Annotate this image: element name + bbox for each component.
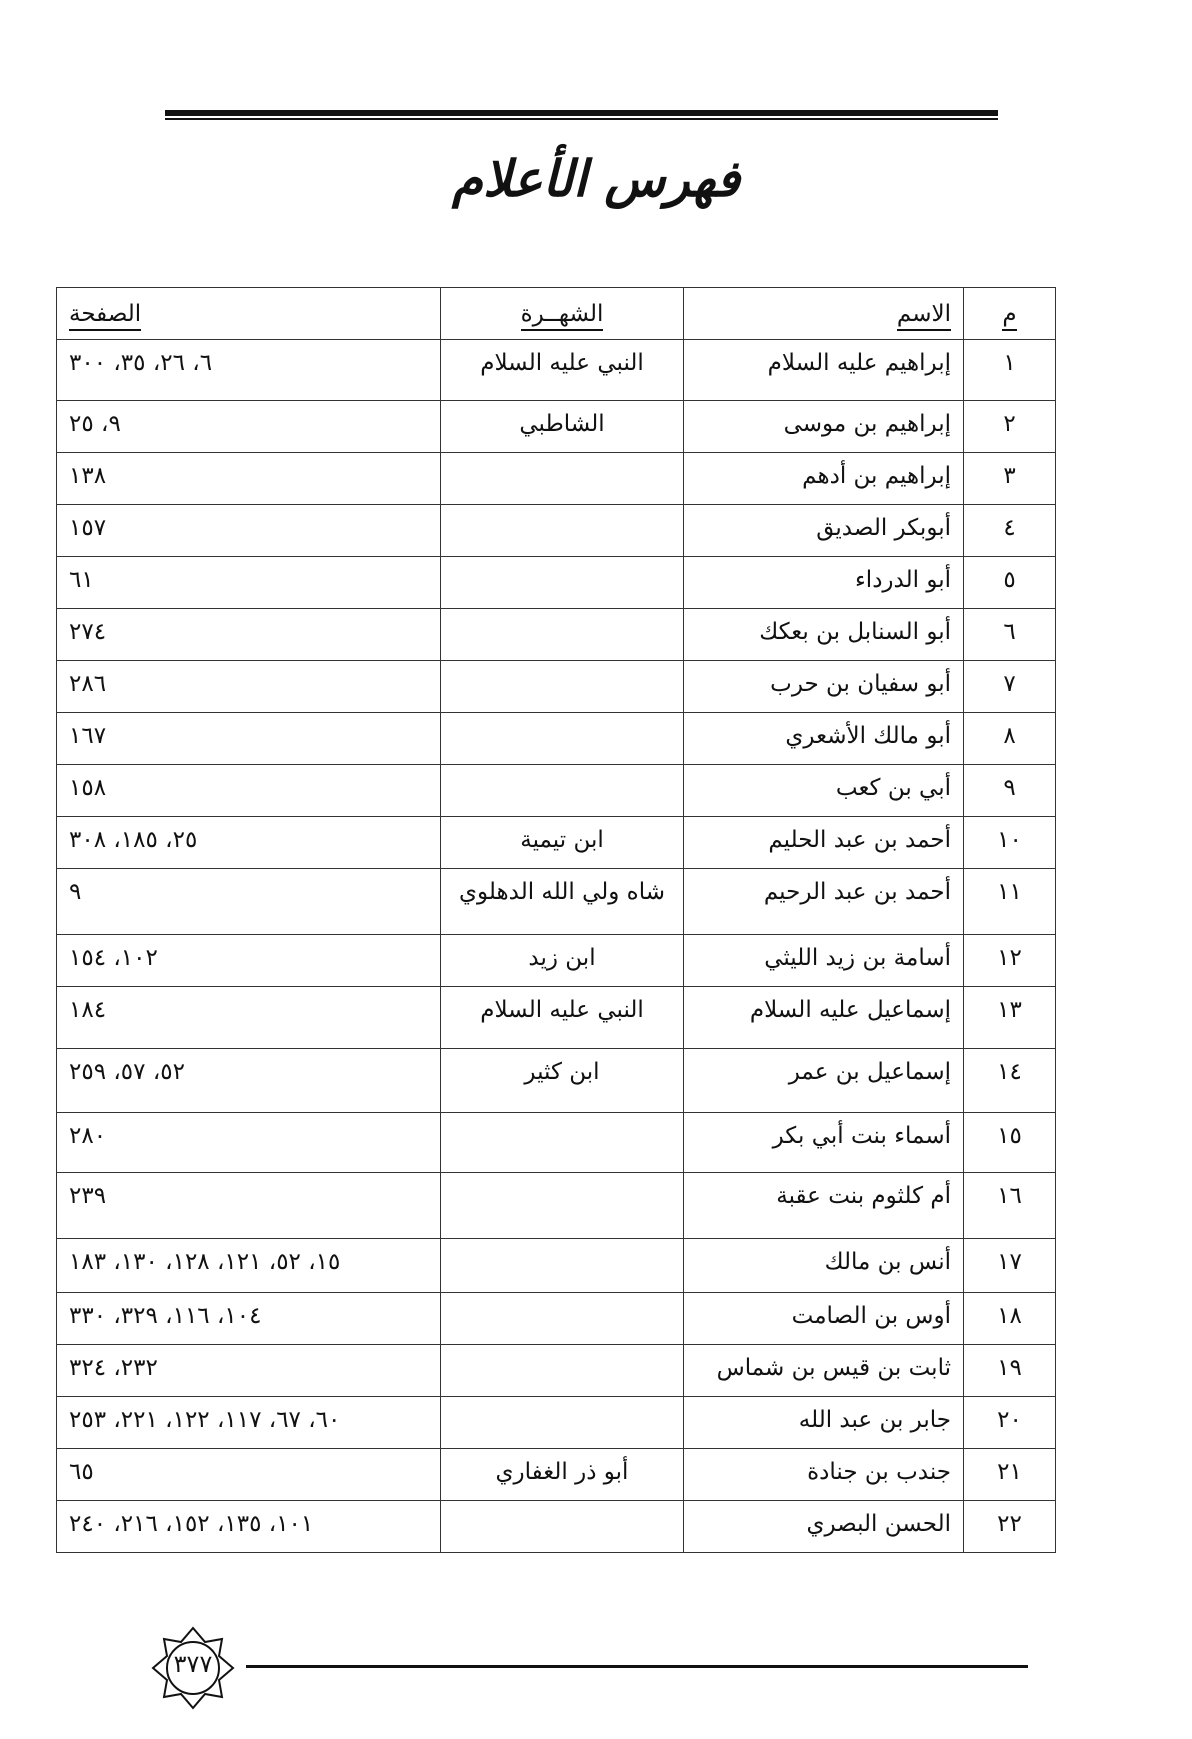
header-number: م: [964, 288, 1056, 340]
row-name: إبراهيم بن أدهم: [684, 453, 964, 505]
row-name: أسامة بن زيد الليثي: [684, 935, 964, 987]
row-name: إسماعيل بن عمر: [684, 1049, 964, 1113]
row-pages: ١٠٤، ١١٦، ٣٢٩، ٣٣٠: [57, 1293, 441, 1345]
table-row: [57, 1345, 1056, 1397]
row-number: ٢٢: [964, 1501, 1056, 1553]
header-row: [57, 288, 1056, 340]
row-pages: ٢٨٦: [57, 661, 441, 713]
row-name: إسماعيل عليه السلام: [684, 987, 964, 1049]
row-name: أحمد بن عبد الرحيم: [684, 869, 964, 935]
row-pages: ٢٥، ١٨٥، ٣٠٨: [57, 817, 441, 869]
table-row: [57, 609, 1056, 661]
row-fame: شاه ولي الله الدهلوي: [441, 869, 684, 935]
row-fame: [441, 1239, 684, 1293]
table-row: [57, 340, 1056, 401]
row-pages: ٢٨٠: [57, 1113, 441, 1173]
row-pages: ١٥٧: [57, 505, 441, 557]
row-pages: ٢٧٤: [57, 609, 441, 661]
row-pages: ١٥٨: [57, 765, 441, 817]
row-number: ٧: [964, 661, 1056, 713]
table-row: [57, 557, 1056, 609]
table-row: [57, 987, 1056, 1049]
row-fame: الشاطبي: [441, 401, 684, 453]
row-name: أم كلثوم بنت عقبة: [684, 1173, 964, 1239]
row-pages: ١٠١، ١٣٥، ١٥٢، ٢١٦، ٢٤٠: [57, 1501, 441, 1553]
row-pages: ٦٠، ٦٧، ١١٧، ١٢٢، ٢٢١، ٢٥٣: [57, 1397, 441, 1449]
row-name: إبراهيم بن موسى: [684, 401, 964, 453]
row-number: ١٤: [964, 1049, 1056, 1113]
row-name: ثابت بن قيس بن شماس: [684, 1345, 964, 1397]
page-number: ٣٧٧: [173, 1650, 213, 1678]
row-number: ٢٠: [964, 1397, 1056, 1449]
row-name: جابر بن عبد الله: [684, 1397, 964, 1449]
row-fame: النبي عليه السلام: [441, 987, 684, 1049]
row-number: ١٠: [964, 817, 1056, 869]
row-name: أسماء بنت أبي بكر: [684, 1113, 964, 1173]
row-number: ٥: [964, 557, 1056, 609]
row-number: ١٣: [964, 987, 1056, 1049]
row-fame: ابن تيمية: [441, 817, 684, 869]
row-fame: [441, 1345, 684, 1397]
row-number: ٤: [964, 505, 1056, 557]
row-number: ٩: [964, 765, 1056, 817]
row-fame: ابن زيد: [441, 935, 684, 987]
row-fame: [441, 1173, 684, 1239]
top-rule-thin: [165, 118, 998, 120]
row-fame: [441, 1501, 684, 1553]
row-name: أبو مالك الأشعري: [684, 713, 964, 765]
row-name: أحمد بن عبد الحليم: [684, 817, 964, 869]
row-number: ٣: [964, 453, 1056, 505]
row-number: ١٩: [964, 1345, 1056, 1397]
row-pages: ١٣٨: [57, 453, 441, 505]
row-fame: أبو ذر الغفاري: [441, 1449, 684, 1501]
row-fame: [441, 1397, 684, 1449]
row-pages: ١٨٤: [57, 987, 441, 1049]
row-number: ١١: [964, 869, 1056, 935]
row-pages: ٩، ٢٥: [57, 401, 441, 453]
index-table: [56, 287, 1056, 1553]
row-pages: ٦، ٢٦، ٣٥، ٣٠٠: [57, 340, 441, 401]
row-fame: [441, 713, 684, 765]
row-pages: ١٦٧: [57, 713, 441, 765]
header-name: الاسم: [684, 288, 964, 340]
row-fame: [441, 505, 684, 557]
row-number: ٢١: [964, 1449, 1056, 1501]
row-pages: ١٥، ٥٢، ١٢١، ١٢٨، ١٣٠، ١٨٣: [57, 1239, 441, 1293]
table-row: [57, 817, 1056, 869]
row-number: ١: [964, 340, 1056, 401]
row-fame: [441, 765, 684, 817]
row-pages: ٦٥: [57, 1449, 441, 1501]
row-fame: [441, 661, 684, 713]
footer-rule: [246, 1665, 1028, 1668]
table-row: [57, 1049, 1056, 1113]
table-row: [57, 1239, 1056, 1293]
row-fame: [441, 1113, 684, 1173]
row-number: ١٨: [964, 1293, 1056, 1345]
table-row: [57, 1293, 1056, 1345]
row-number: ١٢: [964, 935, 1056, 987]
row-name: أبوبكر الصديق: [684, 505, 964, 557]
row-name: أبي بن كعب: [684, 765, 964, 817]
row-name: أوس بن الصامت: [684, 1293, 964, 1345]
page-title: فهرس الأعلام: [452, 150, 740, 208]
row-number: ١٥: [964, 1113, 1056, 1173]
row-pages: ٢٣٢، ٣٢٤: [57, 1345, 441, 1397]
row-name: أنس بن مالك: [684, 1239, 964, 1293]
table-row: [57, 1173, 1056, 1239]
table-row: [57, 1113, 1056, 1173]
table-row: [57, 713, 1056, 765]
row-name: إبراهيم عليه السلام: [684, 340, 964, 401]
table-row: [57, 935, 1056, 987]
row-fame: [441, 557, 684, 609]
row-pages: ٥٢، ٥٧، ٢٥٩: [57, 1049, 441, 1113]
row-name: الحسن البصري: [684, 1501, 964, 1553]
row-name: أبو الدرداء: [684, 557, 964, 609]
row-fame: [441, 1293, 684, 1345]
row-pages: ٩: [57, 869, 441, 935]
table-row: [57, 401, 1056, 453]
row-name: أبو السنابل بن بعكك: [684, 609, 964, 661]
row-fame: ابن كثير: [441, 1049, 684, 1113]
header-fame: الشهــرة: [441, 288, 684, 340]
row-name: أبو سفيان بن حرب: [684, 661, 964, 713]
table-row: [57, 765, 1056, 817]
table-row: [57, 1449, 1056, 1501]
table-row: [57, 869, 1056, 935]
table-row: [57, 505, 1056, 557]
table-row: [57, 453, 1056, 505]
row-number: ٨: [964, 713, 1056, 765]
row-number: ١٦: [964, 1173, 1056, 1239]
row-number: ٢: [964, 401, 1056, 453]
row-name: جندب بن جنادة: [684, 1449, 964, 1501]
row-number: ١٧: [964, 1239, 1056, 1293]
row-pages: ٢٣٩: [57, 1173, 441, 1239]
row-pages: ٦١: [57, 557, 441, 609]
table-row: [57, 661, 1056, 713]
top-rule-thick: [165, 110, 998, 116]
row-number: ٦: [964, 609, 1056, 661]
row-fame: [441, 453, 684, 505]
header-pages: الصفحة: [57, 288, 441, 340]
table-row: [57, 1397, 1056, 1449]
row-fame: [441, 609, 684, 661]
table-row: [57, 1501, 1056, 1553]
row-pages: ١٠٢، ١٥٤: [57, 935, 441, 987]
row-fame: النبي عليه السلام: [441, 340, 684, 401]
